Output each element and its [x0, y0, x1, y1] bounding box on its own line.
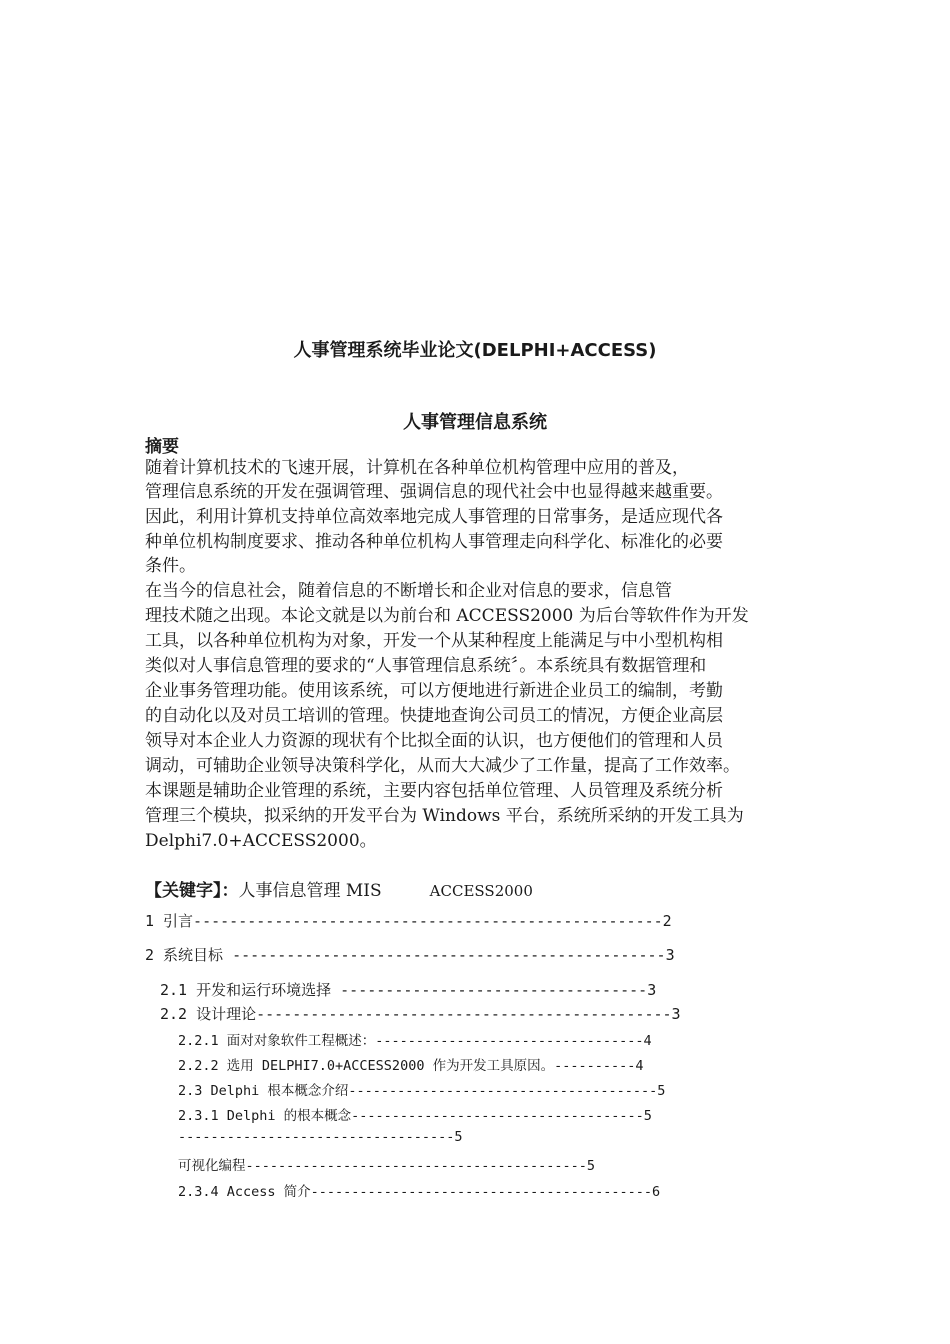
toc-entry[interactable]: ----------------------------------5: [178, 1129, 463, 1145]
abstract-line: 类似对人事信息管理的要求的“人事管理信息系统〞。本系统具有数据管理和: [145, 656, 707, 676]
abstract-line: 理技术随之出现。本论文就是以为前台和 ACCESS2000 为后台等软件作为开发: [145, 606, 749, 626]
toc-entry[interactable]: 2.2.1 面对对象软件工程概述：---------------------------------4: [178, 1033, 652, 1049]
abstract-line: 在当今的信息社会，随着信息的不断增长和企业对信息的要求，信息管: [145, 581, 672, 601]
abstract-heading: 摘要: [145, 437, 179, 457]
toc-entry[interactable]: 2.3.4 Access 简介------------------------------------------6: [178, 1184, 661, 1200]
document-title: 人事管理系统毕业论文(DELPHI+ACCESS): [293, 340, 657, 361]
abstract-line: 随着计算机技术的飞速开展，计算机在各种单位机构管理中应用的普及，: [145, 458, 689, 478]
toc-entry[interactable]: 2.3 Delphi 根本概念介绍--------------------------------------5: [178, 1083, 666, 1099]
abstract-line: 企业事务管理功能。使用该系统，可以方便地进行新进企业员工的编制，考勤: [145, 681, 723, 701]
abstract-line: 因此，利用计算机支持单位高效率地完成人事管理的日常事务，是适应现代各: [145, 507, 723, 527]
keywords-line: [145, 876, 533, 901]
toc-entry[interactable]: 2.1 开发和运行环境选择 ----------------------------------3: [160, 981, 657, 999]
toc-entry[interactable]: 1 引言----------------------------------------------------2: [145, 912, 672, 930]
abstract-line: 本课题是辅助企业管理的系统，主要内容包括单位管理、人员管理及系统分析: [145, 781, 723, 801]
abstract-line: 的自动化以及对员工培训的管理。快捷地查询公司员工的情况，方便企业高层: [145, 706, 723, 726]
abstract-line: 领导对本企业人力资源的现状有个比拟全面的认识，也方便他们的管理和人员: [145, 731, 723, 751]
abstract-line: 调动，可辅助企业领导决策科学化，从而大大减少了工作量，提高了工作效率。: [145, 756, 740, 776]
toc-entry[interactable]: 2.2.2 选用 DELPHI7.0+ACCESS2000 作为开发工具原因。----------4: [178, 1058, 644, 1074]
toc-entry[interactable]: 可视化编程------------------------------------------5: [178, 1158, 595, 1174]
document-subtitle: 人事管理信息系统: [403, 412, 547, 433]
toc-entry[interactable]: 2.2 设计理论----------------------------------------------3: [160, 1005, 681, 1023]
keywords-value: ACCESS2000: [429, 882, 533, 900]
abstract-line: 管理信息系统的开发在强调管理、强调信息的现代社会中也显得越来越重要。: [145, 482, 723, 502]
abstract-line: 种单位机构制度要求、推动各种单位机构人事管理走向科学化、标准化的必要: [145, 532, 723, 552]
abstract-line: 条件。: [145, 556, 196, 576]
keywords-value: 人事信息管理 MIS: [238, 881, 382, 901]
abstract-line: Delphi7.0+ACCESS2000。: [145, 831, 377, 851]
toc-entry[interactable]: 2 系统目标 ------------------------------------------------3: [145, 946, 675, 964]
toc-entry[interactable]: 2.3.1 Delphi 的根本概念------------------------------------5: [178, 1108, 652, 1124]
keywords-label: 【关键字】：: [145, 881, 239, 901]
abstract-line: 管理三个模块，拟采纳的开发平台为 Windows 平台，系统所采纳的开发工具为: [145, 806, 744, 826]
abstract-line: 工具，以各种单位机构为对象，开发一个从某种程度上能满足与中小型机构相: [145, 631, 723, 651]
